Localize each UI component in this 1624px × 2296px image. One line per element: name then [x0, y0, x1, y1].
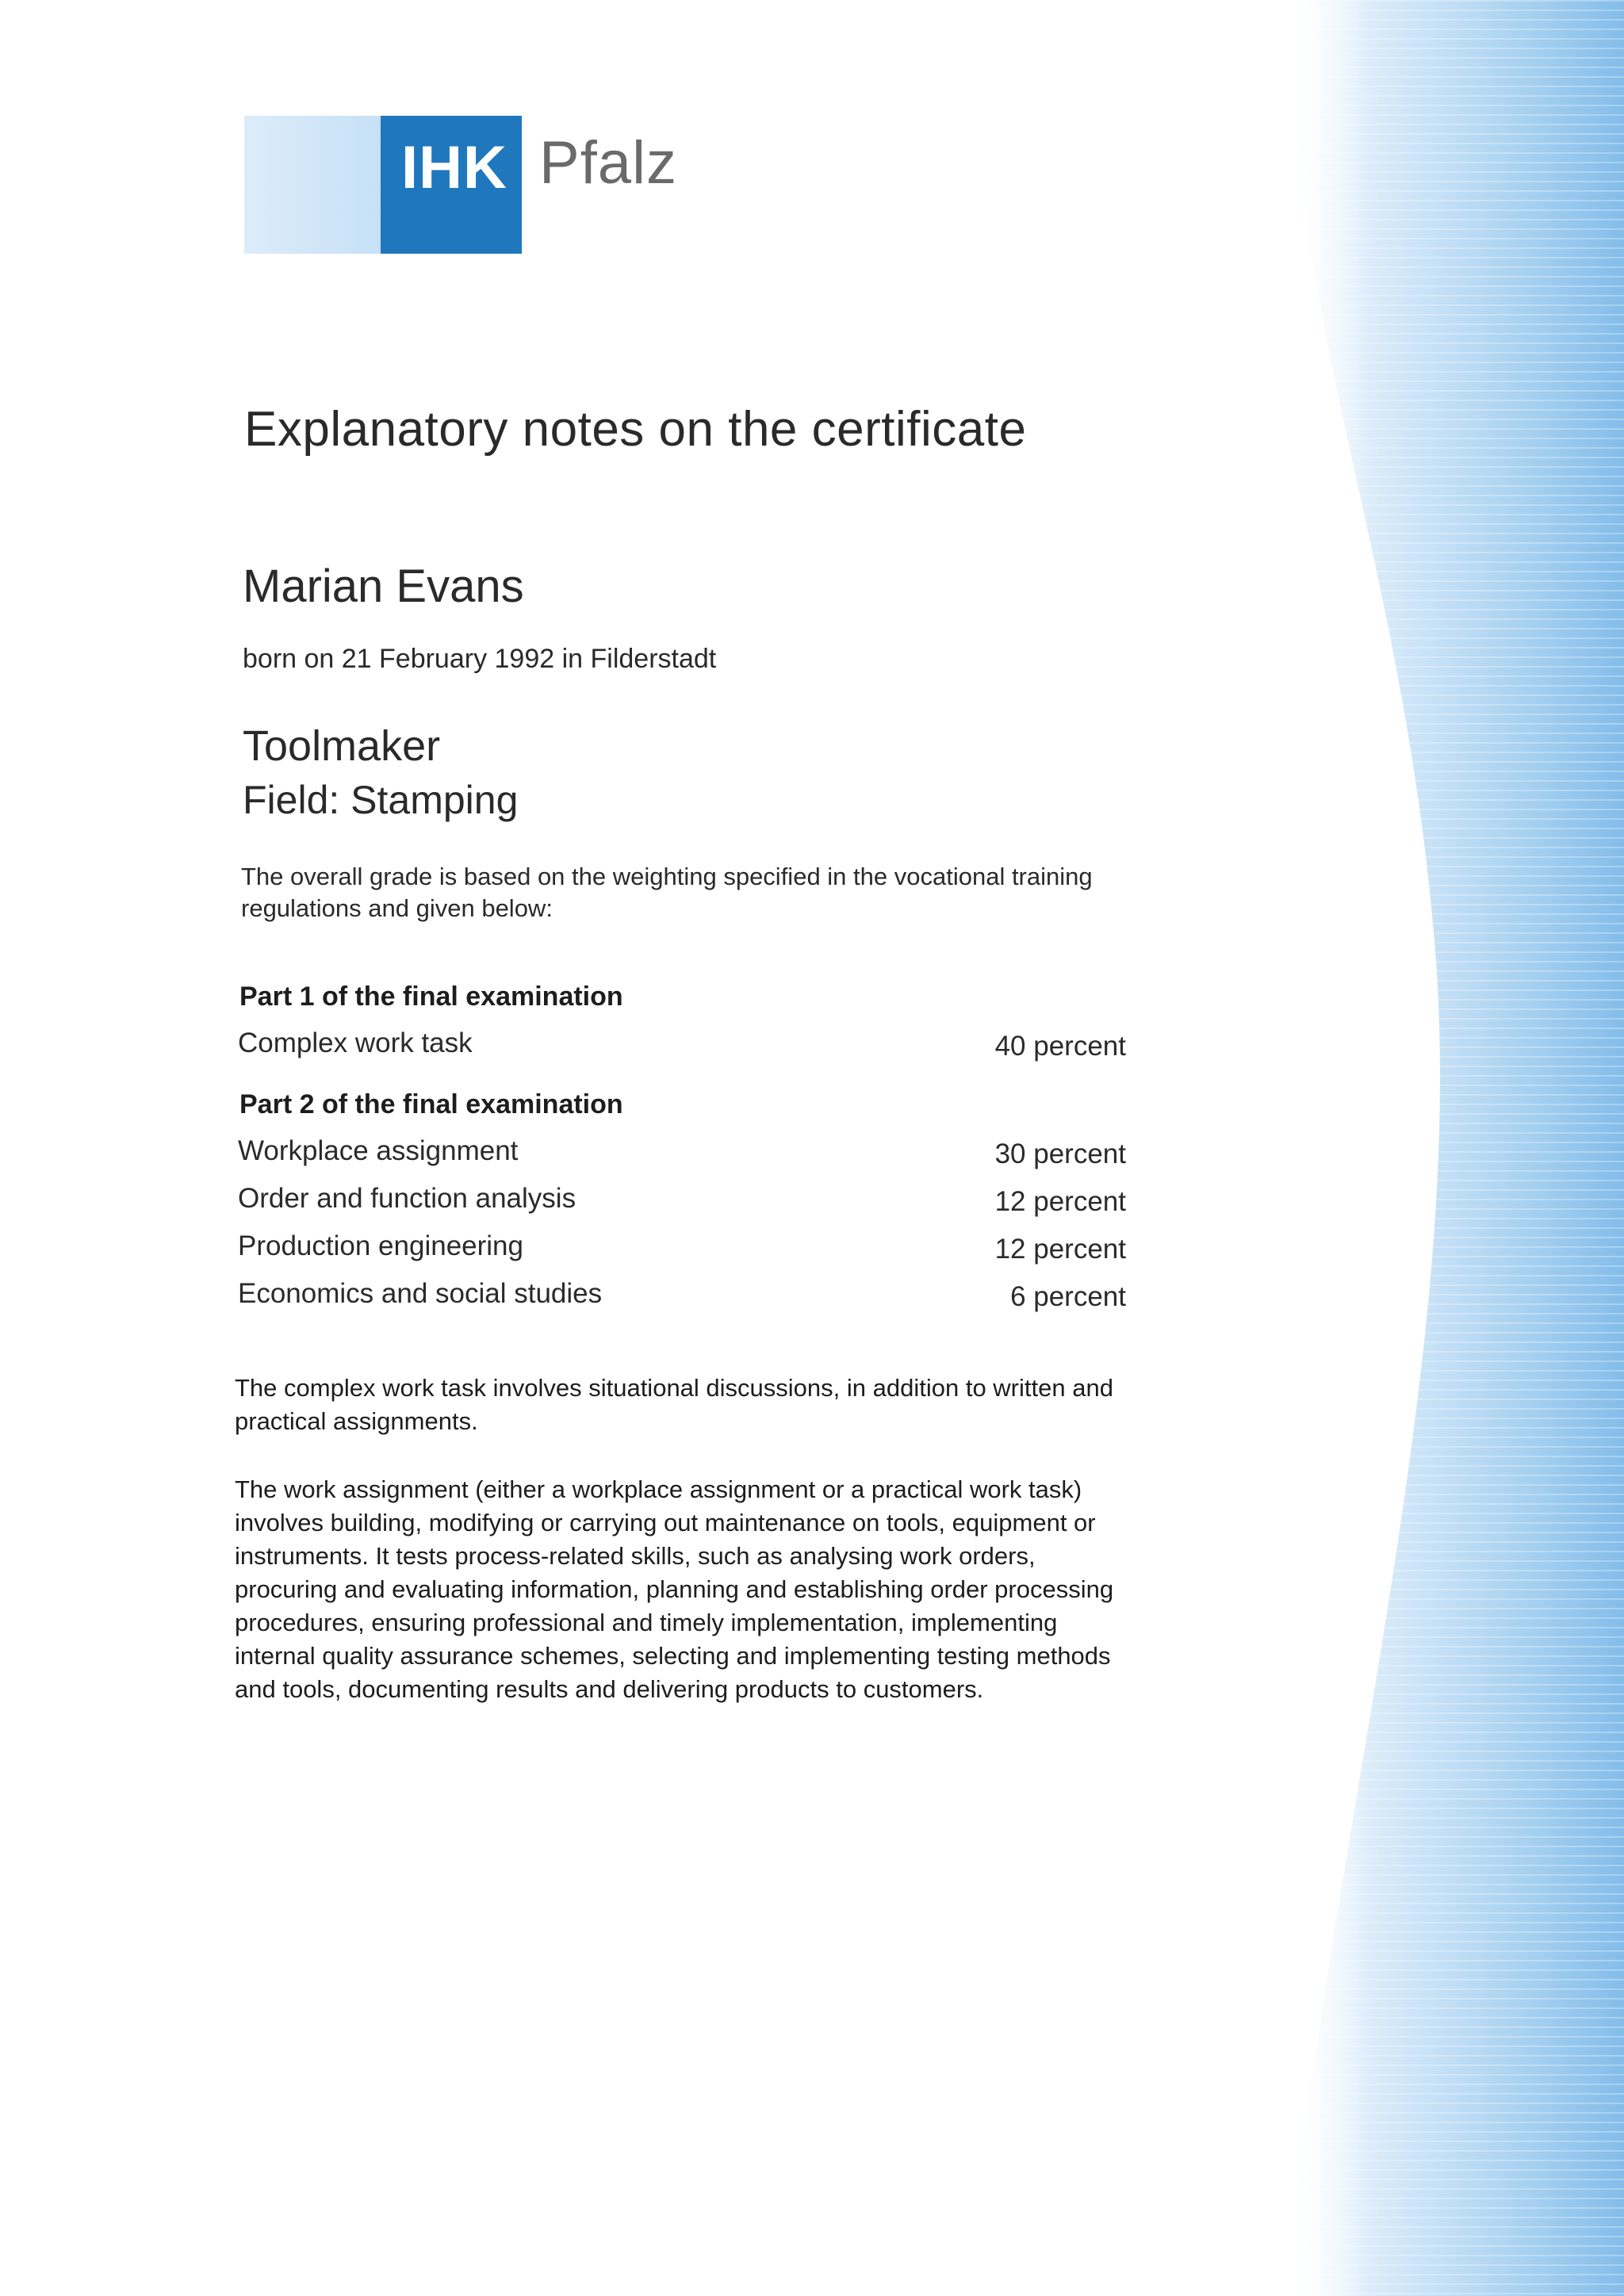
weighting-row [238, 1230, 1126, 1270]
page-title: Explanatory notes on the certificate [244, 402, 1027, 457]
birth-info: born on 21 February 1992 in Filderstadt [243, 644, 717, 674]
occupation-field: Field: Stamping [243, 778, 519, 822]
ihk-pfalz-logo [244, 116, 522, 254]
occupation: Toolmaker [243, 722, 441, 770]
paragraph-work-assignment: The work assignment (either a workplace assignment or a practical work task) involves building, modifying or carrying out maintenance on tools, equipment or instruments. It tests process-related skills, such as analysing work orders, procuring and evaluating information, planning and establishing order processing procedures, ensuring professional and timely implementation, implementing internal quality assurance schemes, selecting and implementing testing methods and tools, documenting results and delivering products to customers. [235, 1475, 1114, 1703]
weighting-label: Production engineering [238, 1230, 523, 1261]
decorative-blue-band [1237, 0, 1624, 2296]
logo-pfalz-text: Pfalz [539, 129, 677, 197]
weighting-value: 30 percent [994, 1138, 1126, 1169]
paragraph-complex-task: The complex work task involves situational discussions, in addition to written and practical assignments. [235, 1374, 1113, 1435]
weighting-value: 40 percent [994, 1031, 1126, 1062]
part2-heading: Part 2 of the final examination [239, 1089, 623, 1119]
intro-text: The overall grade is based on the weighting specified in the vocational training regulations and given below: [241, 863, 1093, 922]
part1-heading: Part 1 of the final examination [239, 982, 623, 1012]
holder-name: Marian Evans [243, 561, 524, 612]
weighting-value: 12 percent [994, 1186, 1126, 1217]
weighting-label: Order and function analysis [238, 1183, 576, 1214]
logo-ihk-text: IHK [401, 134, 508, 201]
weighting-row [238, 1135, 1126, 1175]
weighting-row [238, 1183, 1126, 1223]
weighting-label: Economics and social studies [238, 1278, 603, 1309]
weighting-label: Workplace assignment [238, 1135, 519, 1166]
weighting-value: 6 percent [1010, 1281, 1126, 1312]
weighting-row [238, 1278, 1126, 1318]
weighting-value: 12 percent [994, 1234, 1126, 1265]
weighting-row [238, 1027, 1126, 1067]
weighting-label: Complex work task [238, 1027, 473, 1058]
